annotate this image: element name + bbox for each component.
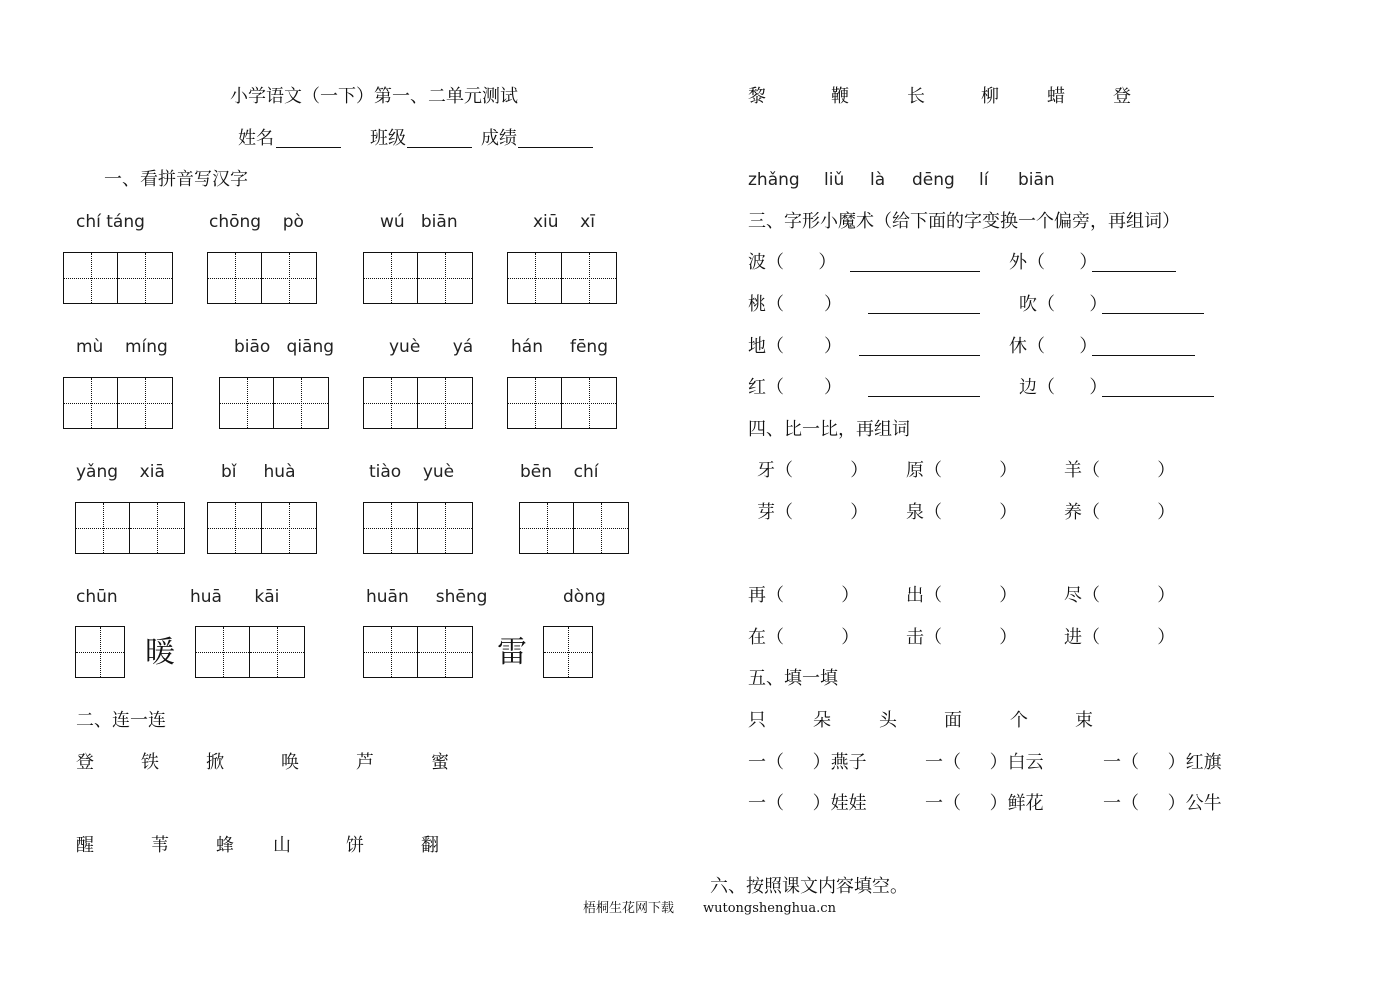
name-blank[interactable] — [276, 147, 341, 148]
pinyin-label: chí táng — [76, 212, 145, 232]
footer-site-url[interactable]: wutongshenghua.cn — [703, 901, 836, 916]
writing-grid[interactable] — [363, 502, 473, 554]
compare-item[interactable]: 再（ ） — [748, 585, 860, 606]
pinyin-label: yuè yá — [389, 337, 474, 357]
match-top-item[interactable]: 唤 — [281, 752, 299, 773]
match-char[interactable]: 长 — [907, 86, 925, 107]
match-bottom-item[interactable]: 苇 — [151, 835, 169, 856]
radical-item: 外（ ） — [1009, 252, 1098, 273]
given-char: 暖 — [145, 635, 175, 670]
match-char[interactable]: 鞭 — [831, 86, 849, 107]
answer-blank[interactable] — [1102, 396, 1214, 397]
section4-heading: 四、比一比，再组词 — [748, 419, 910, 440]
compare-item[interactable]: 击（ ） — [906, 627, 1018, 648]
pinyin-label: biāo qiāng — [234, 337, 335, 357]
writing-grid[interactable] — [507, 377, 617, 429]
compare-item[interactable]: 原（ ） — [906, 460, 1018, 481]
class-label: 班级 — [370, 128, 406, 149]
pinyin-label: xiū xī — [533, 212, 595, 232]
compare-item[interactable]: 泉（ ） — [906, 502, 1018, 523]
answer-blank[interactable] — [850, 271, 980, 272]
compare-item[interactable]: 养（ ） — [1064, 502, 1176, 523]
writing-grid[interactable] — [519, 502, 629, 554]
fill-item[interactable]: 一（ ）鲜花 — [925, 793, 1044, 814]
match-pinyin[interactable]: biān — [1018, 170, 1055, 190]
match-top-item[interactable]: 芦 — [356, 752, 374, 773]
measure-word: 束 — [1075, 710, 1093, 731]
pinyin-label: hán fēng — [511, 337, 608, 357]
answer-blank[interactable] — [1092, 355, 1195, 356]
pinyin-label: dòng — [563, 587, 606, 607]
radical-item: 休（ ） — [1009, 336, 1098, 357]
section6-heading: 六、按照课文内容填空。 — [710, 876, 908, 897]
writing-grid[interactable] — [63, 377, 173, 429]
match-top-item[interactable]: 蜜 — [431, 752, 449, 773]
match-bottom-item[interactable]: 蜂 — [216, 835, 234, 856]
answer-blank[interactable] — [1102, 313, 1204, 314]
answer-blank[interactable] — [868, 313, 980, 314]
pinyin-label: huā kāi — [190, 587, 280, 607]
match-pinyin[interactable]: dēng — [912, 170, 955, 190]
match-char[interactable]: 登 — [1113, 86, 1131, 107]
compare-item[interactable]: 牙（ ） — [757, 460, 869, 481]
match-char[interactable]: 蜡 — [1047, 86, 1065, 107]
compare-item[interactable]: 在（ ） — [748, 627, 860, 648]
page-title: 小学语文（一下）第一、二单元测试 — [230, 86, 518, 107]
fill-item[interactable]: 一（ ）红旗 — [1103, 752, 1222, 773]
writing-grid[interactable] — [363, 252, 473, 304]
writing-grid[interactable] — [363, 377, 473, 429]
answer-blank[interactable] — [1092, 271, 1176, 272]
match-pinyin[interactable]: là — [870, 170, 886, 190]
radical-item: 桃（ ） — [748, 294, 843, 315]
fill-item[interactable]: 一（ ）娃娃 — [748, 793, 867, 814]
compare-item[interactable]: 尽（ ） — [1064, 585, 1176, 606]
writing-grid[interactable] — [543, 626, 593, 678]
match-top-item[interactable]: 掀 — [206, 752, 224, 773]
match-bottom-item[interactable]: 醒 — [76, 835, 94, 856]
score-blank[interactable] — [518, 147, 593, 148]
match-pinyin[interactable]: zhǎng — [748, 170, 800, 190]
match-char[interactable]: 柳 — [981, 86, 999, 107]
score-label: 成绩 — [481, 128, 517, 149]
class-blank[interactable] — [407, 147, 472, 148]
compare-item[interactable]: 出（ ） — [906, 585, 1018, 606]
match-char[interactable]: 黎 — [748, 86, 766, 107]
match-bottom-item[interactable]: 翻 — [421, 835, 439, 856]
match-pinyin[interactable]: liǔ — [824, 170, 845, 190]
given-char: 雷 — [497, 635, 527, 670]
fill-item[interactable]: 一（ ）公牛 — [1103, 793, 1222, 814]
writing-grid[interactable] — [75, 626, 125, 678]
measure-word: 个 — [1010, 710, 1028, 731]
compare-item[interactable]: 芽（ ） — [757, 502, 869, 523]
section1-heading: 一、看拼音写汉字 — [104, 169, 248, 190]
match-top-item[interactable]: 铁 — [141, 752, 159, 773]
fill-item[interactable]: 一（ ）白云 — [925, 752, 1044, 773]
writing-grid[interactable] — [195, 626, 305, 678]
match-bottom-item[interactable]: 饼 — [346, 835, 364, 856]
section5-heading: 五、填一填 — [748, 668, 838, 689]
name-label: 姓名 — [238, 128, 274, 149]
writing-grid[interactable] — [363, 626, 473, 678]
radical-item: 红（ ） — [748, 377, 843, 398]
pinyin-label: chōng pò — [209, 212, 304, 232]
writing-grid[interactable] — [63, 252, 173, 304]
measure-word: 朵 — [813, 710, 831, 731]
radical-item: 地（ ） — [748, 336, 843, 357]
radical-item: 吹（ ） — [1019, 294, 1108, 315]
pinyin-label: bǐ huà — [221, 462, 296, 482]
fill-item[interactable]: 一（ ）燕子 — [748, 752, 867, 773]
measure-word: 面 — [944, 710, 962, 731]
compare-item[interactable]: 进（ ） — [1064, 627, 1176, 648]
pinyin-label: bēn chí — [520, 462, 599, 482]
measure-word: 头 — [879, 710, 897, 731]
pinyin-label: mù míng — [76, 337, 168, 357]
radical-item: 波（ ） — [748, 252, 837, 273]
compare-item[interactable]: 羊（ ） — [1064, 460, 1176, 481]
section3-heading: 三、字形小魔术（给下面的字变换一个偏旁，再组词） — [748, 211, 1180, 232]
section2-heading: 二、连一连 — [76, 710, 166, 731]
answer-blank[interactable] — [859, 355, 980, 356]
pinyin-label: huān shēng — [366, 587, 488, 607]
writing-grid[interactable] — [219, 377, 329, 429]
measure-word: 只 — [748, 710, 766, 731]
radical-item: 边（ ） — [1019, 377, 1108, 398]
footer-site-name: 梧桐生花网下载 — [583, 901, 675, 916]
pinyin-label: tiào yuè — [369, 462, 455, 482]
match-pinyin[interactable]: lí — [979, 170, 989, 190]
writing-grid[interactable] — [207, 252, 317, 304]
writing-grid[interactable] — [507, 252, 617, 304]
pinyin-label: yǎng xiā — [76, 462, 165, 482]
answer-blank[interactable] — [868, 396, 980, 397]
writing-grid[interactable] — [207, 502, 317, 554]
match-bottom-item[interactable]: 山 — [273, 835, 291, 856]
pinyin-label: chūn — [76, 587, 118, 607]
writing-grid[interactable] — [75, 502, 185, 554]
pinyin-label: wú biān — [380, 212, 458, 232]
match-top-item[interactable]: 登 — [76, 752, 94, 773]
